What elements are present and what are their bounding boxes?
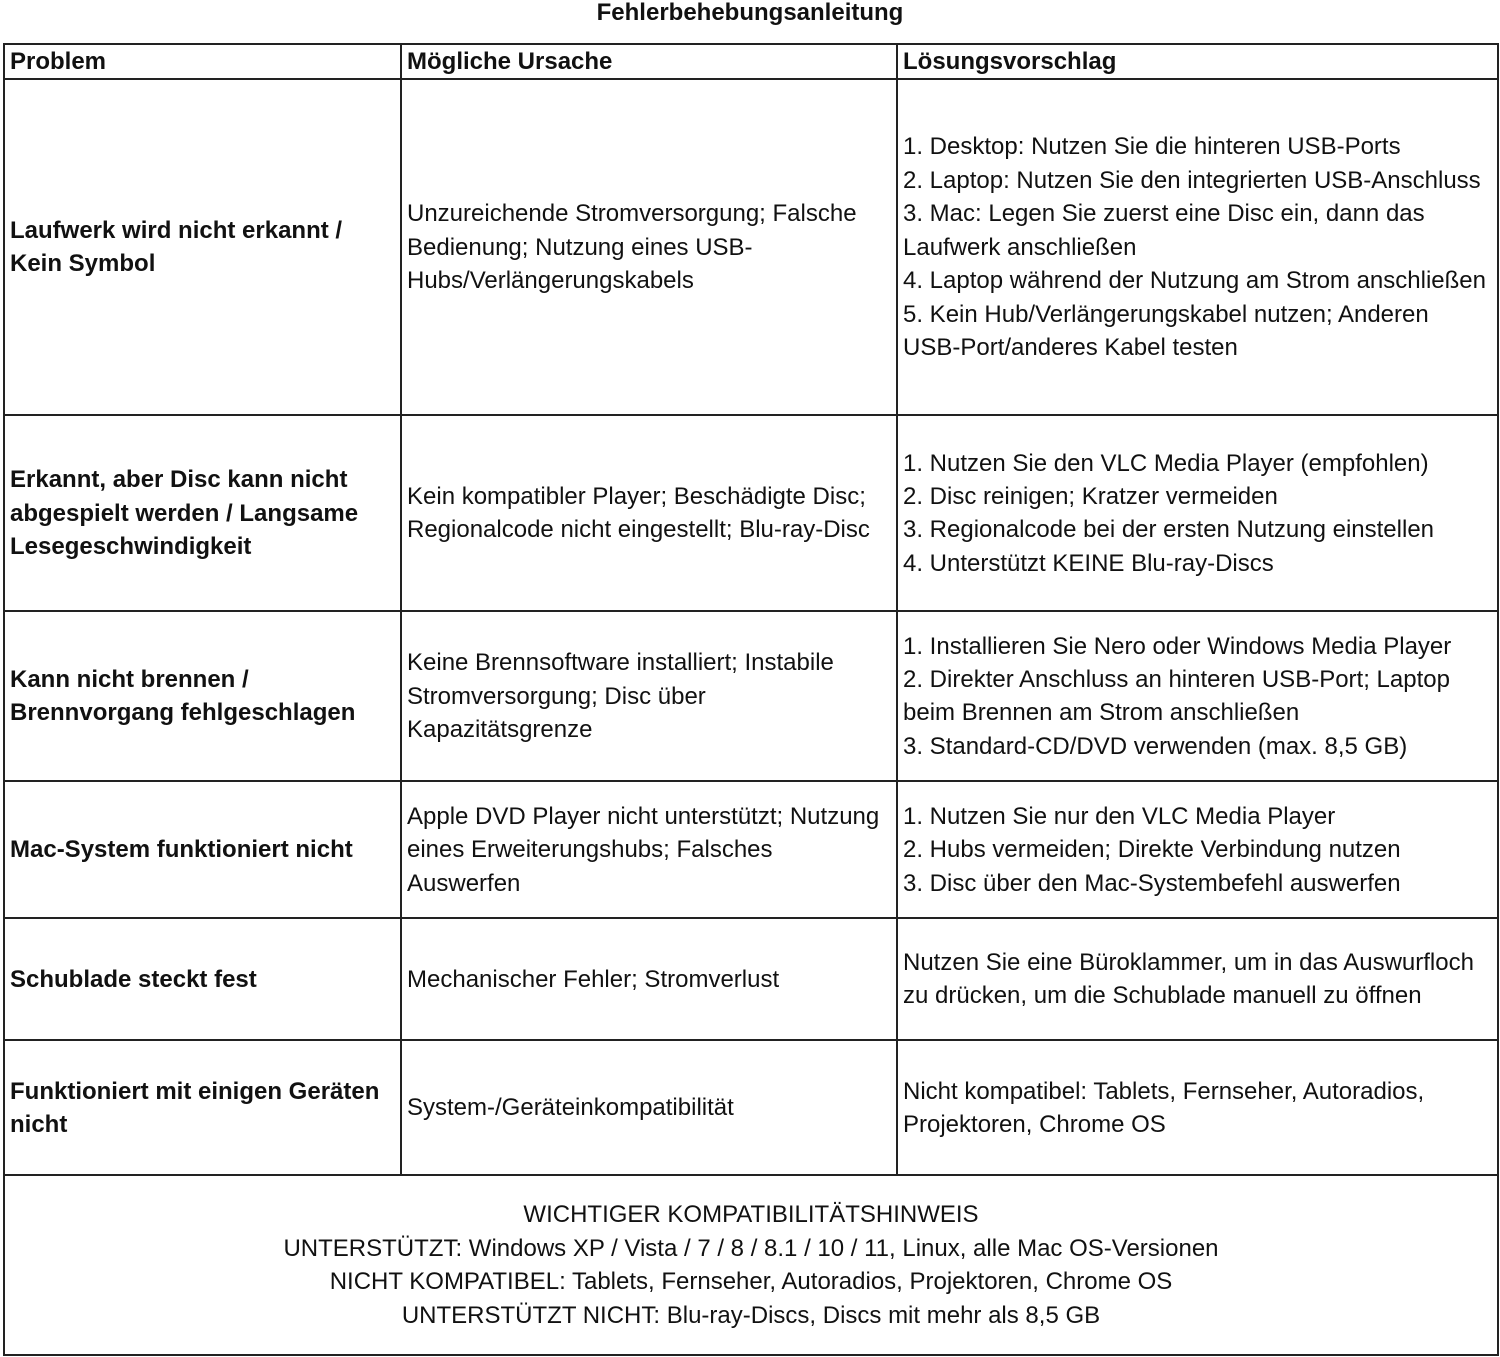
cause-cell: System-/Geräteinkompatibilität [401, 1040, 897, 1175]
problem-cell: Schublade steckt fest [4, 918, 401, 1040]
troubleshooting-table [3, 43, 1499, 1356]
compatibility-note [4, 1175, 1498, 1355]
solution-item: 2. Disc reinigen; Kratzer vermeiden [903, 483, 1278, 510]
cause-cell: Keine Brennsoftware installiert; Instabile Stromversorgung; Disc über Kapazitätsgrenze [401, 611, 897, 781]
header-cause: Mögliche Ursache [401, 44, 897, 79]
cause-cell: Unzureichende Stromversorgung; Falsche Bedienung; Nutzung eines USB-Hubs/Verlängerungskabels [401, 79, 897, 415]
solution-item: 1. Installieren Sie Nero oder Windows Media Player [903, 632, 1452, 660]
compatibility-note-row [4, 1175, 1498, 1355]
cause-cell: Apple DVD Player nicht unterstützt; Nutzung eines Erweiterungshubs; Falsches Auswerfen [401, 781, 897, 918]
solution-item: Nutzen Sie eine Büroklammer, um in das Auswurfloch zu drücken, um die Schublade manuell zu öffnen [903, 949, 1474, 1010]
solution-item: 2. Direkter Anschluss an hinteren USB-Port; Laptop beim Brennen am Strom anschließen [903, 666, 1450, 727]
solution-item: 3. Regionalcode bei der ersten Nutzung einstellen [903, 516, 1435, 544]
header-solution: Lösungsvorschlag [897, 44, 1498, 79]
table-row [4, 918, 1498, 1040]
page-title: Fehlerbehebungsanleitung [596, 0, 904, 26]
table-row [4, 1040, 1498, 1175]
solution-cell [897, 781, 1498, 918]
solution-item: 1. Desktop: Nutzen Sie die hinteren USB-Ports [903, 133, 1401, 161]
cause-cell: Kein kompatibler Player; Beschädigte Disc; Regionalcode nicht eingestellt; Blu-ray-Disc [401, 415, 897, 611]
solution-item: 4. Unterstützt KEINE Blu-ray-Discs [903, 549, 1274, 577]
solution-item: 3. Mac: Legen Sie zuerst eine Disc ein, dann das Laufwerk anschließen [903, 200, 1425, 261]
table-row [4, 415, 1498, 611]
problem-cell: Kann nicht brennen / Brennvorgang fehlgeschlagen [4, 611, 401, 781]
solution-cell [897, 611, 1498, 781]
table-row [4, 611, 1498, 781]
solution-item: 2. Laptop: Nutzen Sie den integrierten USB-Anschluss [903, 166, 1481, 194]
note-heading: WICHTIGER KOMPATIBILITÄTSHINWEIS [523, 1201, 979, 1229]
solution-item: 3. Standard-CD/DVD verwenden (max. 8,5 GB) [903, 732, 1408, 760]
problem-cell: Funktioniert mit einigen Geräten nicht [4, 1040, 401, 1175]
solution-item: 1. Nutzen Sie nur den VLC Media Player [903, 802, 1336, 830]
solution-item: 4. Laptop während der Nutzung am Strom anschließen [903, 267, 1486, 295]
solution-item: 2. Hubs vermeiden; Direkte Verbindung nutzen [903, 836, 1401, 864]
cause-cell: Mechanischer Fehler; Stromverlust [401, 918, 897, 1040]
solution-cell [897, 415, 1498, 611]
note-incompatible: NICHT KOMPATIBEL: Tablets, Fernseher, Autoradios, Projektoren, Chrome OS [329, 1268, 1173, 1296]
problem-cell: Laufwerk wird nicht erkannt / Kein Symbol [4, 79, 401, 415]
solution-item: 1. Nutzen Sie den VLC Media Player (empfohlen) [903, 449, 1429, 477]
solution-item: 5. Kein Hub/Verlängerungskabel nutzen; Anderen USB-Port/anderes Kabel testen [903, 300, 1429, 361]
note-not-supported: UNTERSTÜTZT NICHT: Blu-ray-Discs, Discs mit mehr als 8,5 GB [401, 1301, 1101, 1329]
table-row [4, 781, 1498, 918]
table-header-row [4, 44, 1498, 79]
table-row [4, 79, 1498, 415]
solution-cell [897, 79, 1498, 415]
solution-cell [897, 1040, 1498, 1175]
problem-cell: Mac-System funktioniert nicht [4, 781, 401, 918]
solution-cell [897, 918, 1498, 1040]
solution-item: Nicht kompatibel: Tablets, Fernseher, Autoradios, Projektoren, Chrome OS [903, 1077, 1425, 1138]
note-supported: UNTERSTÜTZT: Windows XP / Vista / 7 / 8 / 8.1 / 10 / 11, Linux, alle Mac OS-Versionen [283, 1234, 1219, 1262]
solution-item: 3. Disc über den Mac-Systembefehl auswerfen [903, 869, 1401, 897]
problem-cell: Erkannt, aber Disc kann nicht abgespielt werden / Langsame Lesegeschwindigkeit [4, 415, 401, 611]
header-problem: Problem [4, 44, 401, 79]
